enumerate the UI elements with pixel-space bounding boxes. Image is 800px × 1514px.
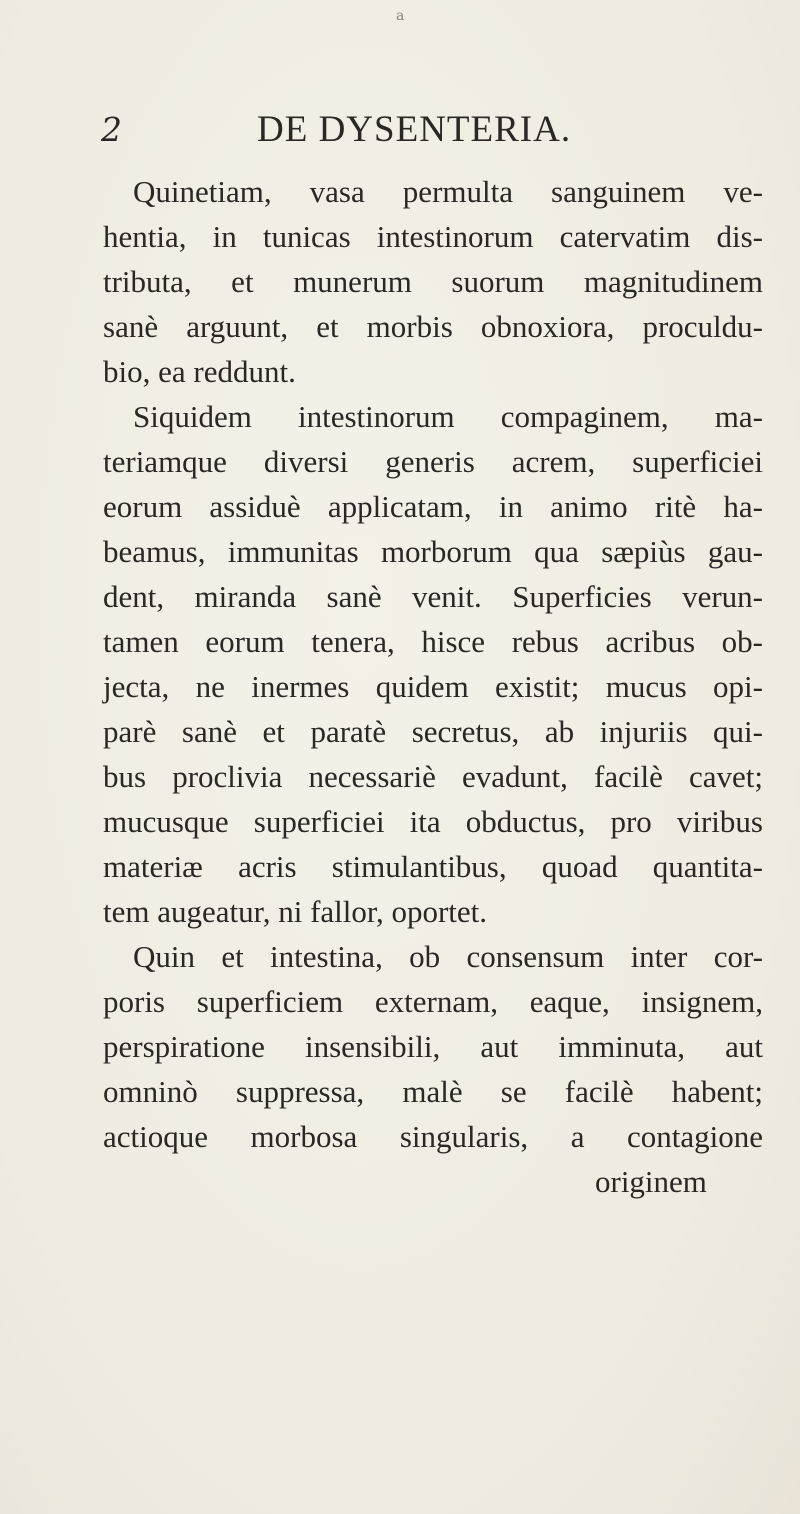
text-line: tamen eorum tenera, hisce rebus acribus ob- (103, 624, 763, 659)
text-line: poris superficiem externam, eaque, insignem, (103, 984, 763, 1019)
text-line: jecta, ne inermes quidem existit; mucus opi- (103, 669, 763, 704)
text-line: tributa, et munerum suorum magnitudinem (103, 264, 763, 299)
text-line: bus proclivia necessariè evadunt, facilè cavet; (103, 759, 763, 794)
text-line: eorum assiduè applicatam, in animo ritè ha- (103, 489, 763, 524)
page-number: 2 (101, 110, 122, 149)
text-line: teriamque diversi generis acrem, superficiei (103, 444, 763, 479)
text-line: omninò suppressa, malè se facilè habent; (103, 1074, 763, 1109)
text-line: Siquidem intestinorum compaginem, ma- (133, 399, 763, 434)
text-line: materiæ acris stimulantibus, quoad quantita- (103, 849, 763, 884)
running-title: DE DYSENTERIA. (257, 109, 572, 150)
text-line: bio, ea reddunt. (103, 354, 296, 389)
text-line: Quin et intestina, ob consensum inter cor- (133, 939, 763, 974)
text-line: Quinetiam, vasa permulta sanguinem ve- (133, 174, 763, 209)
text-line: mucusque superficiei ita obductus, pro viribus (103, 804, 763, 839)
text-line: hentia, in tunicas intestinorum catervatim dis- (103, 219, 763, 254)
text-line: actioque morbosa singularis, a contagione (103, 1119, 763, 1154)
text-line: beamus, immunitas morborum qua sæpiùs gau- (103, 534, 763, 569)
signature-mark: a (396, 8, 405, 24)
text-line: tem augeatur, ni fallor, oportet. (103, 894, 488, 929)
text-line: sanè arguunt, et morbis obnoxiora, proculdu- (103, 309, 763, 344)
text-line: perspiratione insensibili, aut imminuta, aut (103, 1029, 763, 1064)
text-line: dent, miranda sanè venit. Superficies verun- (103, 579, 763, 614)
text-line: parè sanè et paratè secretus, ab injuriis qui- (103, 714, 763, 749)
catchword: originem (595, 1164, 707, 1199)
